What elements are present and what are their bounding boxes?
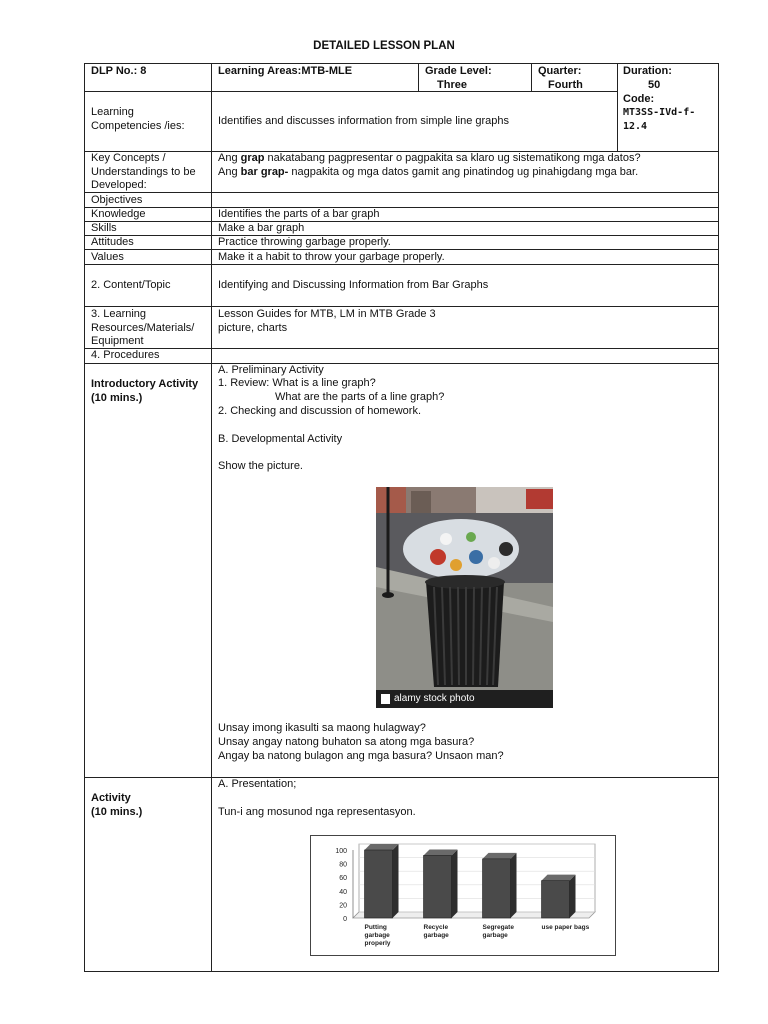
content-topic-label: 2. Content/Topic bbox=[91, 279, 171, 291]
key-concepts-label-line1: Key Concepts / bbox=[91, 152, 166, 164]
photo-watermark-caption: alamy stock photo bbox=[394, 693, 475, 704]
values-label: Values bbox=[91, 251, 124, 263]
column-divider bbox=[418, 63, 419, 91]
row-divider bbox=[84, 264, 719, 265]
garbage-can-photo bbox=[376, 487, 553, 708]
x-tick-label: Recycle bbox=[423, 924, 449, 931]
x-tick-label: garbage bbox=[423, 932, 449, 939]
bar-side bbox=[570, 875, 576, 918]
key-concepts-label-line2: Understandings to be bbox=[91, 166, 196, 178]
objectives-label: Objectives bbox=[91, 194, 143, 206]
procedures-label: 4. Procedures bbox=[91, 349, 160, 361]
row-divider bbox=[84, 363, 719, 364]
key-concept-text: nakatabang pagpresentar o pagpakita sa klaro ug sistematikong mga datos? bbox=[264, 152, 641, 164]
key-concept-bar-grap bbox=[218, 165, 638, 179]
key-term-bar-grap: bar grap- bbox=[240, 166, 289, 178]
key-concepts-label-line3: Developed: bbox=[91, 179, 147, 191]
resources-label-line3: Equipment bbox=[91, 335, 144, 347]
bar-top bbox=[483, 853, 517, 859]
y-tick-label: 40 bbox=[339, 888, 347, 896]
show-picture-instruction: Show the picture. bbox=[218, 460, 303, 472]
x-tick-label: garbage bbox=[364, 932, 390, 939]
activity-label: Activity bbox=[91, 792, 131, 804]
competencies-value: Identifies and discusses information from simple line graphs bbox=[218, 115, 510, 127]
column-divider bbox=[531, 63, 532, 91]
presentation-heading: A. Presentation; bbox=[218, 778, 297, 790]
content-topic-value: Identifying and Discussing Information from Bar Graphs bbox=[218, 279, 489, 291]
attitudes-label: Attitudes bbox=[91, 236, 134, 248]
discussion-question-1: Unsay imong ikasulti sa maong hulagway? bbox=[218, 722, 426, 734]
row-divider bbox=[84, 348, 719, 349]
attitudes-value: Practice throwing garbage properly. bbox=[218, 236, 391, 248]
bar bbox=[483, 859, 511, 918]
y-tick-label: 80 bbox=[339, 861, 347, 869]
intro-activity-label: Introductory Activity bbox=[91, 378, 199, 390]
resources-label-line1: 3. Learning bbox=[91, 308, 147, 320]
duration-value: 50 bbox=[648, 79, 661, 91]
grade-level-label: Grade Level: bbox=[425, 65, 492, 77]
skills-label: Skills bbox=[91, 222, 117, 234]
knowledge-value: Identifies the parts of a bar graph bbox=[218, 208, 380, 220]
row-divider bbox=[84, 192, 719, 193]
bar bbox=[365, 850, 393, 918]
resources-value-line2: picture, charts bbox=[218, 322, 288, 334]
quarter-label: Quarter: bbox=[538, 65, 582, 77]
row-divider bbox=[84, 207, 719, 208]
review-question-1: 1. Review: What is a line graph? bbox=[218, 377, 376, 389]
bar-top bbox=[542, 875, 576, 881]
developmental-activity-heading: B. Developmental Activity bbox=[218, 433, 343, 445]
resources-label-line2: Resources/Materials/ bbox=[91, 322, 195, 334]
key-concept-text: Ang bbox=[218, 152, 241, 164]
bar-chart-svg bbox=[311, 836, 615, 955]
resources-value-line1: Lesson Guides for MTB, LM in MTB Grade 3 bbox=[218, 308, 436, 320]
activity-duration: (10 mins.) bbox=[91, 806, 143, 818]
bar-top bbox=[424, 849, 458, 855]
intro-activity-duration: (10 mins.) bbox=[91, 392, 143, 404]
learning-area: Learning Areas:MTB-MLE bbox=[218, 65, 353, 77]
quarter-value: Fourth bbox=[548, 79, 583, 91]
x-tick-label: properly bbox=[364, 940, 391, 947]
y-tick-label: 60 bbox=[339, 875, 347, 883]
code-label: Code: bbox=[623, 93, 655, 105]
y-tick-label: 0 bbox=[343, 916, 347, 923]
bar bbox=[424, 855, 452, 918]
presentation-instruction: Tun-i ang mosunod nga representasyon. bbox=[218, 806, 416, 818]
checking-homework: 2. Checking and discussion of homework. bbox=[218, 405, 421, 417]
column-divider bbox=[617, 63, 618, 151]
document-title: DETAILED LESSON PLAN bbox=[313, 40, 455, 52]
bar-side bbox=[511, 853, 517, 918]
x-tick-label: Putting bbox=[364, 924, 387, 931]
key-concept-text: nagpakita og mga datos gamit ang pinatindog ug pinahigdang mga bar. bbox=[288, 166, 639, 178]
discussion-question-2: Unsay angay natong buhaton sa atong mga basura? bbox=[218, 736, 475, 748]
x-tick-label: use paper bags bbox=[541, 924, 590, 931]
row-divider bbox=[84, 221, 719, 222]
row-divider bbox=[84, 91, 618, 92]
bar-top bbox=[365, 844, 399, 850]
duration-label: Duration: bbox=[623, 65, 672, 77]
column-divider bbox=[211, 63, 212, 972]
key-term-grap: grap bbox=[240, 152, 265, 164]
code-value-line2: 12.4 bbox=[623, 121, 648, 132]
x-tick-label: Segregate bbox=[482, 924, 514, 931]
discussion-question-3: Angay ba natong bulagon ang mga basura? Unsaon man? bbox=[218, 750, 504, 762]
knowledge-label: Knowledge bbox=[91, 208, 146, 220]
code-value-line1: MT3SS-IVd-f- bbox=[623, 107, 696, 118]
row-divider bbox=[84, 235, 719, 236]
dlp-number: DLP No.: 8 bbox=[91, 65, 147, 77]
preliminary-activity-heading: A. Preliminary Activity bbox=[218, 364, 324, 376]
review-question-2: What are the parts of a line graph? bbox=[275, 391, 445, 403]
bar bbox=[542, 881, 570, 918]
y-tick-label: 20 bbox=[339, 902, 347, 910]
values-value: Make it a habit to throw your garbage properly. bbox=[218, 251, 445, 263]
bar-side bbox=[452, 849, 458, 918]
row-divider bbox=[84, 777, 719, 778]
bar-side bbox=[393, 844, 399, 918]
y-tick-label: 100 bbox=[335, 848, 347, 855]
grade-level-value: Three bbox=[437, 79, 467, 91]
x-tick-label: garbage bbox=[482, 932, 508, 939]
garbage-can-illustration bbox=[376, 487, 553, 708]
key-concept-text: Ang bbox=[218, 166, 241, 178]
competencies-label-line1: Learning bbox=[91, 106, 134, 118]
competencies-label-line2: Competencies /ies: bbox=[91, 120, 185, 132]
bar-chart bbox=[310, 835, 616, 956]
skills-value: Make a bar graph bbox=[218, 222, 305, 234]
key-concept-grap bbox=[218, 151, 641, 165]
